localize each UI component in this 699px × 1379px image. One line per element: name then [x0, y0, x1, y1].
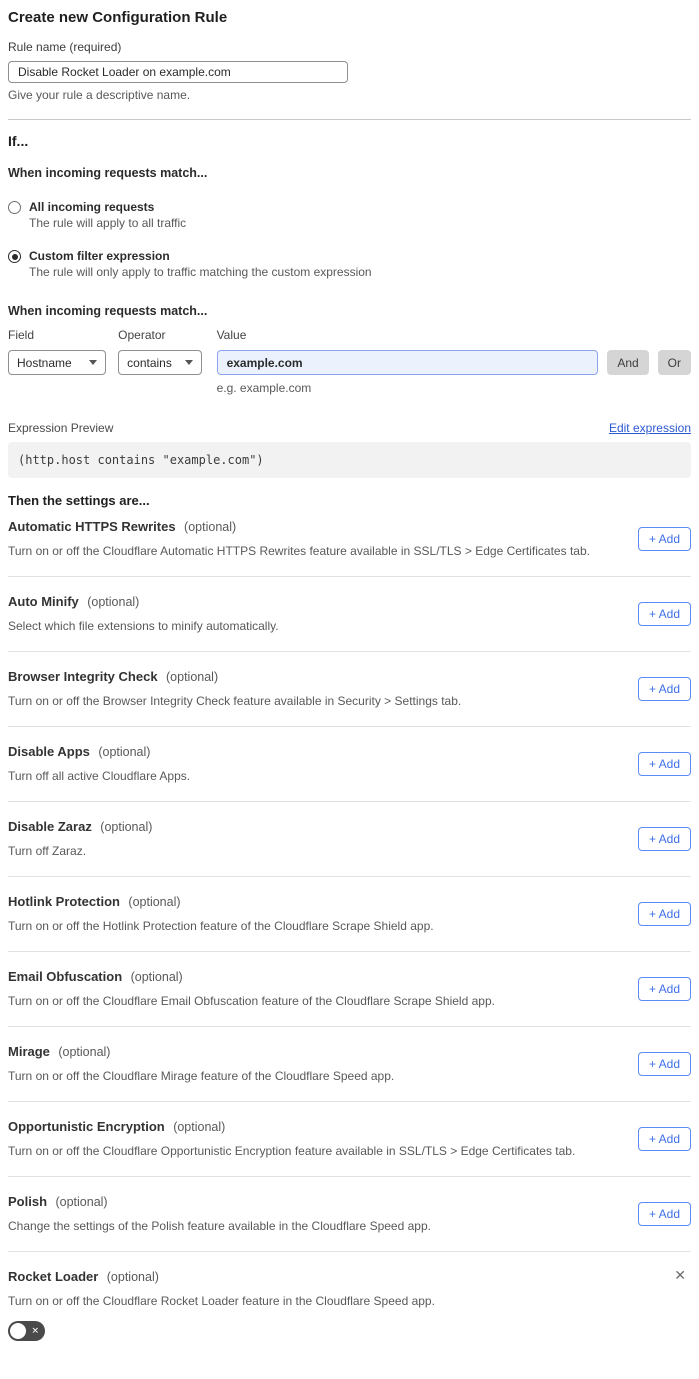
setting-optional-label: (optional): [58, 1045, 111, 1059]
setting-row: [8, 1102, 691, 1177]
setting-description: Change the settings of the Polish feature available in the Cloudflare Speed app.: [8, 1219, 431, 1233]
field-select-value: Hostname: [17, 355, 72, 370]
rule-name-helper: Give your rule a descriptive name.: [8, 88, 191, 102]
setting-optional-label: (optional): [130, 970, 183, 984]
setting-title: Polish: [8, 1194, 48, 1209]
expression-builder-match-label: When incoming requests match...: [8, 304, 208, 318]
radio-label: Custom filter expression: [29, 249, 170, 263]
radio-description: The rule will apply to all traffic: [29, 216, 187, 230]
settings-list: [8, 508, 691, 1359]
page-title: Create new Configuration Rule: [8, 9, 228, 26]
setting-optional-label: (optional): [106, 1270, 159, 1284]
field-select[interactable]: [8, 350, 106, 375]
setting-title: Email Obfuscation: [8, 969, 123, 984]
setting-row: [8, 952, 691, 1027]
rule-name-input[interactable]: [8, 61, 348, 83]
configuration-rule-form: [0, 9, 699, 1379]
setting-row: [8, 652, 691, 727]
setting-description: Turn on or off the Cloudflare Opportunistic Encryption feature available in SSL/TLS > Edge Certificates tab.: [8, 1144, 576, 1158]
setting-row: [8, 508, 691, 577]
setting-toggle-off[interactable]: [8, 1321, 45, 1341]
close-icon[interactable]: ✕: [674, 1267, 686, 1283]
operator-select-value: contains: [127, 355, 172, 370]
toggle-x-icon: ✕: [31, 1325, 39, 1336]
setting-add-button[interactable]: + Add: [638, 827, 691, 851]
setting-add-button[interactable]: + Add: [638, 527, 691, 551]
section-divider: [8, 119, 691, 120]
radio-description: The rule will only apply to traffic matching the custom expression: [29, 265, 372, 279]
setting-optional-label: (optional): [100, 820, 153, 834]
setting-row: [8, 802, 691, 877]
setting-optional-label: (optional): [128, 895, 181, 909]
field-column-label: Field: [8, 328, 35, 342]
setting-optional-label: (optional): [98, 745, 151, 759]
incoming-requests-match-label: When incoming requests match...: [8, 166, 208, 180]
setting-optional-label: (optional): [184, 520, 237, 534]
setting-title: Disable Zaraz: [8, 819, 92, 834]
setting-description: Select which file extensions to minify automatically.: [8, 619, 279, 633]
edit-expression-link[interactable]: Edit expression: [608, 421, 691, 435]
setting-description: Turn off Zaraz.: [8, 844, 87, 858]
settings-heading: Then the settings are...: [8, 493, 150, 508]
setting-row: [8, 1027, 691, 1102]
value-input[interactable]: [217, 350, 599, 375]
setting-description: Turn on or off the Cloudflare Rocket Loader feature in the Cloudflare Speed app.: [8, 1294, 435, 1308]
radio-label: All incoming requests: [29, 200, 155, 214]
value-column-label: Value: [216, 328, 247, 342]
setting-description: Turn on or off the Cloudflare Mirage feature of the Cloudflare Speed app.: [8, 1069, 395, 1083]
value-helper: e.g. example.com: [216, 381, 312, 395]
setting-description: Turn off all active Cloudflare Apps.: [8, 769, 191, 783]
if-heading: If...: [8, 133, 29, 149]
chevron-down-icon: [185, 360, 193, 365]
setting-row-expanded: [8, 1252, 691, 1359]
radio-icon[interactable]: [8, 201, 21, 214]
setting-title: Hotlink Protection: [8, 894, 120, 909]
setting-title: Auto Minify: [8, 594, 79, 609]
radio-custom-filter-expression[interactable]: [8, 249, 691, 279]
setting-add-button[interactable]: + Add: [638, 1052, 691, 1076]
setting-add-button[interactable]: + Add: [638, 977, 691, 1001]
setting-description: Turn on or off the Cloudflare Automatic HTTPS Rewrites feature available in SSL/TLS > Edge Certificates tab.: [8, 544, 590, 558]
setting-optional-label: (optional): [166, 670, 219, 684]
expression-preview-code: (http.host contains "example.com"): [8, 442, 691, 478]
setting-description: Turn on or off the Hotlink Protection feature of the Cloudflare Scrape Shield app.: [8, 919, 434, 933]
setting-row: [8, 577, 691, 652]
setting-row: [8, 877, 691, 952]
setting-row: [8, 727, 691, 802]
setting-row: [8, 1177, 691, 1252]
setting-title: Disable Apps: [8, 744, 90, 759]
setting-optional-label: (optional): [173, 1120, 226, 1134]
toggle-knob-icon: [10, 1323, 26, 1339]
setting-add-button[interactable]: + Add: [638, 902, 691, 926]
radio-all-incoming-requests[interactable]: [8, 200, 691, 230]
setting-title: Automatic HTTPS Rewrites: [8, 519, 176, 534]
operator-column-label: Operator: [118, 328, 166, 342]
or-button[interactable]: Or: [658, 350, 691, 375]
chevron-down-icon: [89, 360, 97, 365]
setting-description: Turn on or off the Browser Integrity Check feature available in Security > Settings tab.: [8, 694, 462, 708]
and-button[interactable]: And: [607, 350, 648, 375]
setting-add-button[interactable]: + Add: [638, 602, 691, 626]
setting-optional-label: (optional): [55, 1195, 108, 1209]
setting-add-button[interactable]: + Add: [638, 677, 691, 701]
radio-icon-selected[interactable]: [8, 250, 21, 263]
expression-preview-label: Expression Preview: [8, 421, 114, 435]
setting-add-button[interactable]: + Add: [638, 1202, 691, 1226]
setting-title: Mirage: [8, 1044, 50, 1059]
operator-select[interactable]: [118, 350, 201, 375]
setting-add-button[interactable]: + Add: [638, 752, 691, 776]
setting-optional-label: (optional): [87, 595, 140, 609]
setting-title: Rocket Loader: [8, 1269, 99, 1284]
setting-title: Opportunistic Encryption: [8, 1119, 165, 1134]
rule-name-label: Rule name (required): [8, 40, 122, 54]
setting-description: Turn on or off the Cloudflare Email Obfuscation feature of the Cloudflare Scrape Shield app.: [8, 994, 495, 1008]
setting-add-button[interactable]: + Add: [638, 1127, 691, 1151]
expression-builder: [8, 328, 691, 395]
setting-title: Browser Integrity Check: [8, 669, 158, 684]
